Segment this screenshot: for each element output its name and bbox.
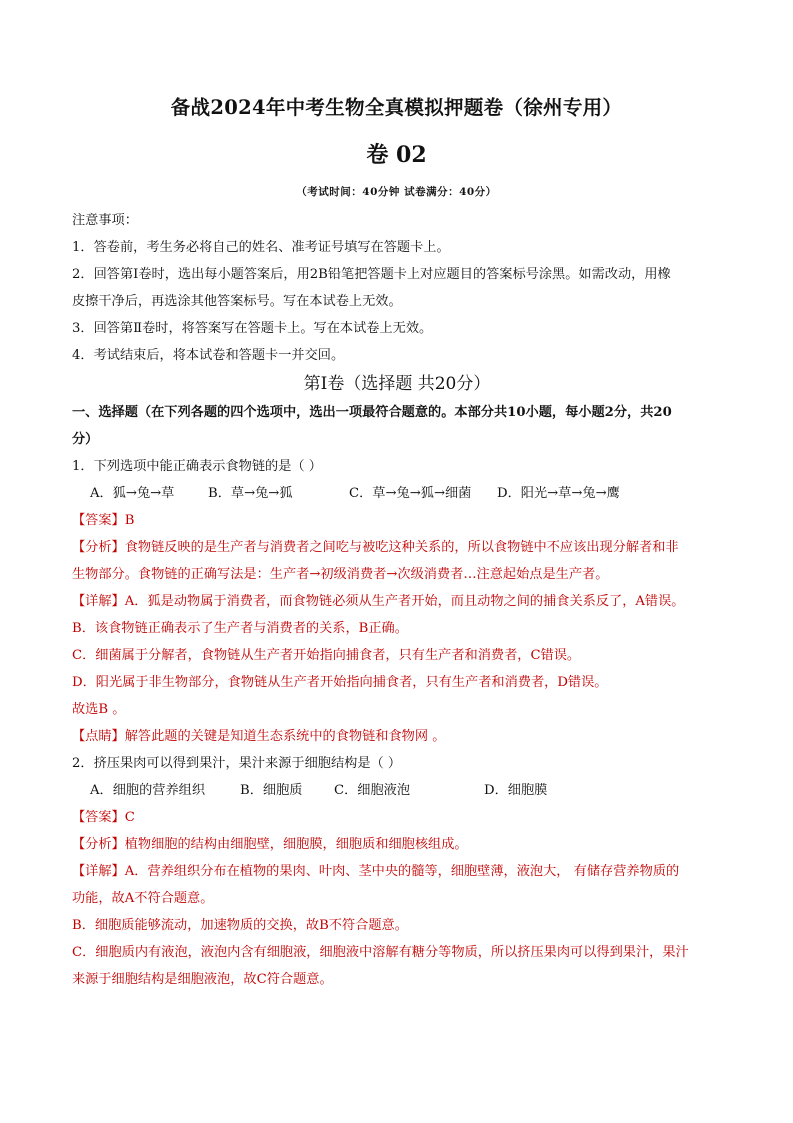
note-item: 4．考试结束后，将本试卷和答题卡一并交回。 <box>72 348 345 363</box>
section-intro: 一、选择题（在下列各题的四个选项中，选出一项最符合题意的。本部分共10小题，每小题2分，共20 <box>72 405 672 420</box>
option-d: D．阳光→草→兔→鹰 <box>497 486 620 501</box>
option-b: B．细胞质 <box>240 783 303 798</box>
detail-line: C．细菌属于分解者，食物链从生产者开始指向捕食者，只有生产者和消费者，C错误。 <box>72 648 581 663</box>
question-2-stem: 2．挤压果肉可以得到果汁，果汁来源于细胞结构是（ ） <box>72 756 402 771</box>
question-2-options <box>72 777 722 804</box>
analysis-tag: 【分析】 <box>72 540 125 555</box>
option-c: C．细胞液泡 <box>334 783 411 798</box>
detail-text: A．营养组织分布在植物的果肉、叶肉、茎中央的髓等，细胞壁薄，液泡大， 有储存营养物质的 <box>124 864 680 879</box>
detail-line: B．该食物链正确表示了生产者与消费者的关系，B正确。 <box>72 621 408 636</box>
note-item: 3．回答第Ⅱ卷时，将答案写在答题卡上。写在本试卷上无效。 <box>72 321 433 336</box>
option-b: B．草→兔→狐 <box>208 486 293 501</box>
option-c: C．草→兔→狐→细菌 <box>349 486 472 501</box>
answer-value: B <box>124 513 135 528</box>
detail-line: B．细胞质能够流动，加速物质的交换，故B不符合题意。 <box>72 918 408 933</box>
detail-line: 功能，故A不符合题意。 <box>72 891 214 906</box>
option-a: A．狐→兔→草 <box>90 486 175 501</box>
analysis-text: 植物细胞的结构由细胞壁，细胞膜，细胞质和细胞核组成。 <box>124 837 468 852</box>
note-item: 2．回答第Ⅰ卷时，选出每小题答案后，用2B铅笔把答题卡上对应题目的答案标号涂黑。如需改动，用橡 <box>72 267 671 282</box>
answer-tag: 【答案】 <box>72 810 125 825</box>
section-title: 第Ⅰ卷（选择题 共20分） <box>303 374 491 394</box>
analysis-text: 食物链反映的是生产者与消费者之间吃与被吃这种关系的，所以食物链中不应该出现分解者和非 <box>124 540 679 555</box>
detail-line: 来源于细胞结构是细胞液泡，故C符合题意。 <box>72 972 333 987</box>
detail-tag: 【详解】 <box>72 594 125 609</box>
option-d: D．细胞膜 <box>484 783 548 798</box>
question-1-point <box>72 723 722 750</box>
notes-heading: 注意事项： <box>72 213 138 228</box>
answer-value: C <box>124 810 135 825</box>
detail-tag: 【详解】 <box>72 864 125 879</box>
page-title: 备战2024年中考生物全真模拟押题卷（徐州专用） <box>170 96 623 119</box>
detail-line: D．阳光属于非生物部分，食物链从生产者开始指向捕食者，只有生产者和消费者，D错误。 <box>72 675 608 690</box>
note-item: 皮擦干净后，再选涂其他答案标号。写在本试卷上无效。 <box>72 294 402 309</box>
paper-number: 卷 02 <box>366 142 427 168</box>
question-1-analysis <box>72 534 722 561</box>
point-text: 解答此题的关键是知道生态系统中的食物链和食物网 。 <box>124 729 446 744</box>
point-tag: 【点睛】 <box>72 729 125 744</box>
question-2-analysis <box>72 831 722 858</box>
note-item: 1．答卷前，考生务必将自己的姓名、准考证号填写在答题卡上。 <box>72 240 450 255</box>
detail-line: C．细胞质内有液泡，液泡内含有细胞液，细胞液中溶解有糖分等物质，所以挤压果肉可以得到果汁，果汁 <box>72 945 689 960</box>
question-1-answer <box>72 507 722 534</box>
document-body <box>72 207 722 993</box>
question-1-stem: 1．下列选项中能正确表示食物链的是（ ） <box>72 459 322 474</box>
question-2-answer <box>72 804 722 831</box>
option-a: A．细胞的营养组织 <box>90 783 206 798</box>
section-intro-cont: 分） <box>72 432 99 447</box>
exam-meta: （考试时间：40分钟 试卷满分：40分） <box>296 186 497 198</box>
question-1-analysis-cont: 生物部分。食物链的正确写法是：生产者→初级消费者→次级消费者…注意起始点是生产者。 <box>72 567 609 582</box>
question-1-options <box>72 480 722 507</box>
analysis-tag: 【分析】 <box>72 837 125 852</box>
answer-tag: 【答案】 <box>72 513 125 528</box>
question-1-detail <box>72 588 722 615</box>
detail-text: A．狐是动物属于消费者，而食物链必须从生产者开始，而且动物之间的捕食关系反了，A错误。 <box>124 594 685 609</box>
detail-line: 故选B 。 <box>72 702 126 717</box>
question-2-detail <box>72 858 722 885</box>
